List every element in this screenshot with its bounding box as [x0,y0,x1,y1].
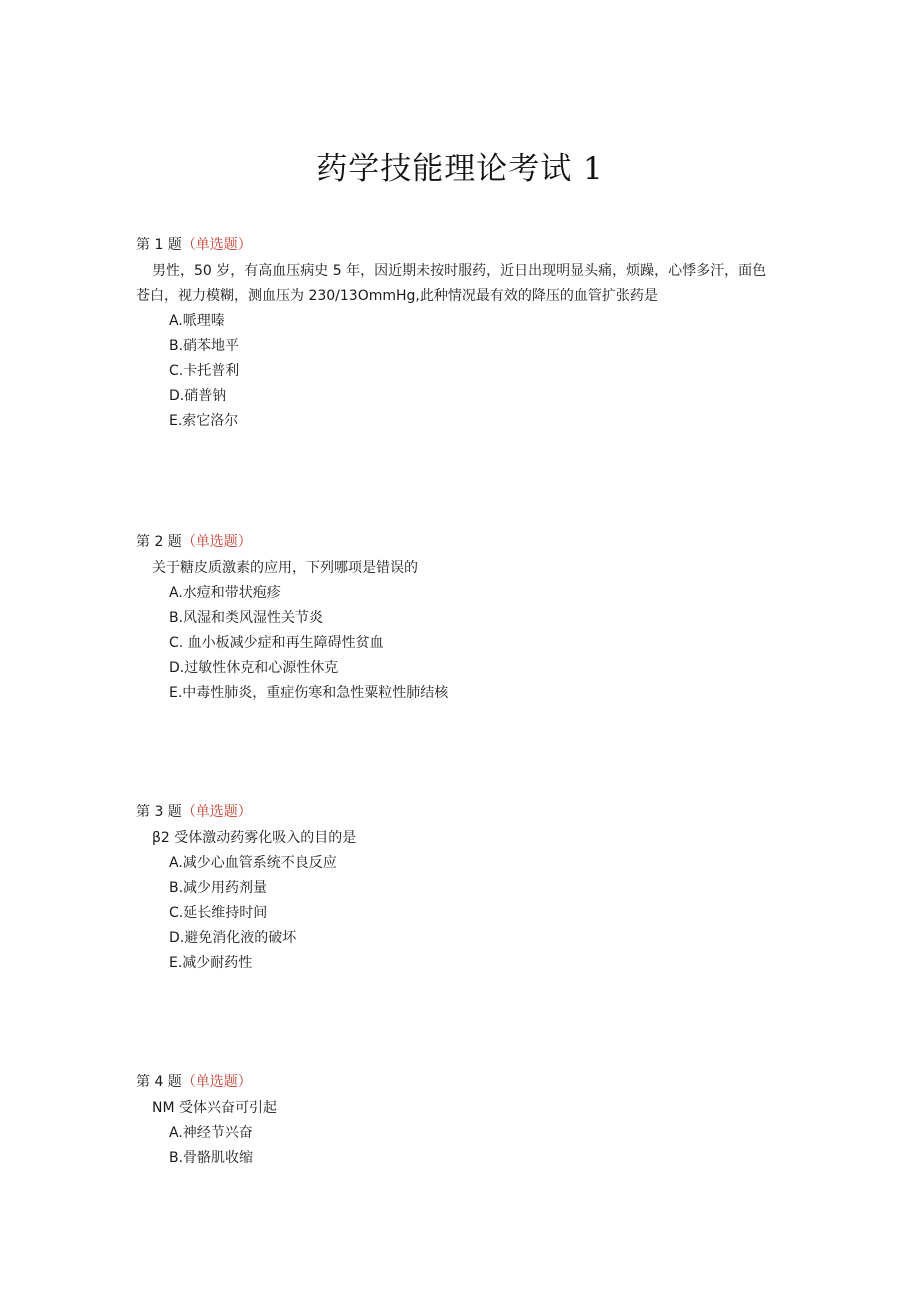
option-b: B.减少用药剂量 [169,880,268,896]
option-b: B.风湿和类风湿性关节炎 [169,610,324,626]
question-stem: 男性，50 岁，有高血压病史 5 年，因近期未按时服药，近日出现明显头痛，烦躁，心悸多汗，面色苍白，视力模糊，测血压为 230/13OmmHg,此种情况最有效的降压的血管扩张药是 [136,263,767,304]
question-4 [136,1072,776,1171]
question-stem: 关于糖皮质激素的应用，下列哪项是错误的 [152,560,418,576]
option-list [136,851,776,976]
option-a: A.神经节兴奋 [169,1125,253,1141]
question-header [136,1072,776,1092]
option-c: C.延长维持时间 [169,905,268,921]
option-e: E.减少耐药性 [169,955,253,971]
option-list [136,1121,776,1171]
question-type: （单选题） [181,237,252,253]
option-d: D.避免消化液的破坏 [169,930,297,946]
option-e: E.索它洛尔 [169,413,239,429]
question-stem: β2 受体激动药雾化吸入的目的是 [152,830,357,846]
question-type: （单选题） [181,804,252,820]
option-b: B.骨骼肌收缩 [169,1150,254,1166]
question-3 [136,802,776,976]
option-b: B.硝苯地平 [169,338,240,354]
option-a: A.水痘和带状疱疹 [169,585,281,601]
option-c: C.卡托普利 [169,363,240,379]
option-a: A.哌理嗪 [169,313,225,329]
option-a: A.减少心血管系统不良反应 [169,855,337,871]
question-1 [136,235,776,434]
question-number: 第 4 题 [136,1074,182,1090]
question-2 [136,532,776,706]
question-type: （单选题） [181,534,252,550]
question-type: （单选题） [181,1074,252,1090]
option-d: D.过敏性休克和心源性休克 [169,660,339,676]
option-list [136,309,776,434]
question-header [136,802,776,822]
option-e: E.中毒性肺炎，重症伤寒和急性粟粒性肺结核 [169,685,449,701]
question-number: 第 1 题 [136,237,182,253]
question-number: 第 3 题 [136,804,182,820]
question-stem: NM 受体兴奋可引起 [152,1100,278,1116]
option-d: D.硝普钠 [169,388,227,404]
option-c: C. 血小板减少症和再生障碍性贫血 [169,635,384,651]
question-number: 第 2 题 [136,534,182,550]
option-list [136,581,776,706]
question-header [136,235,776,255]
page-title: 药学技能理论考试 1 [316,151,604,187]
question-header [136,532,776,552]
